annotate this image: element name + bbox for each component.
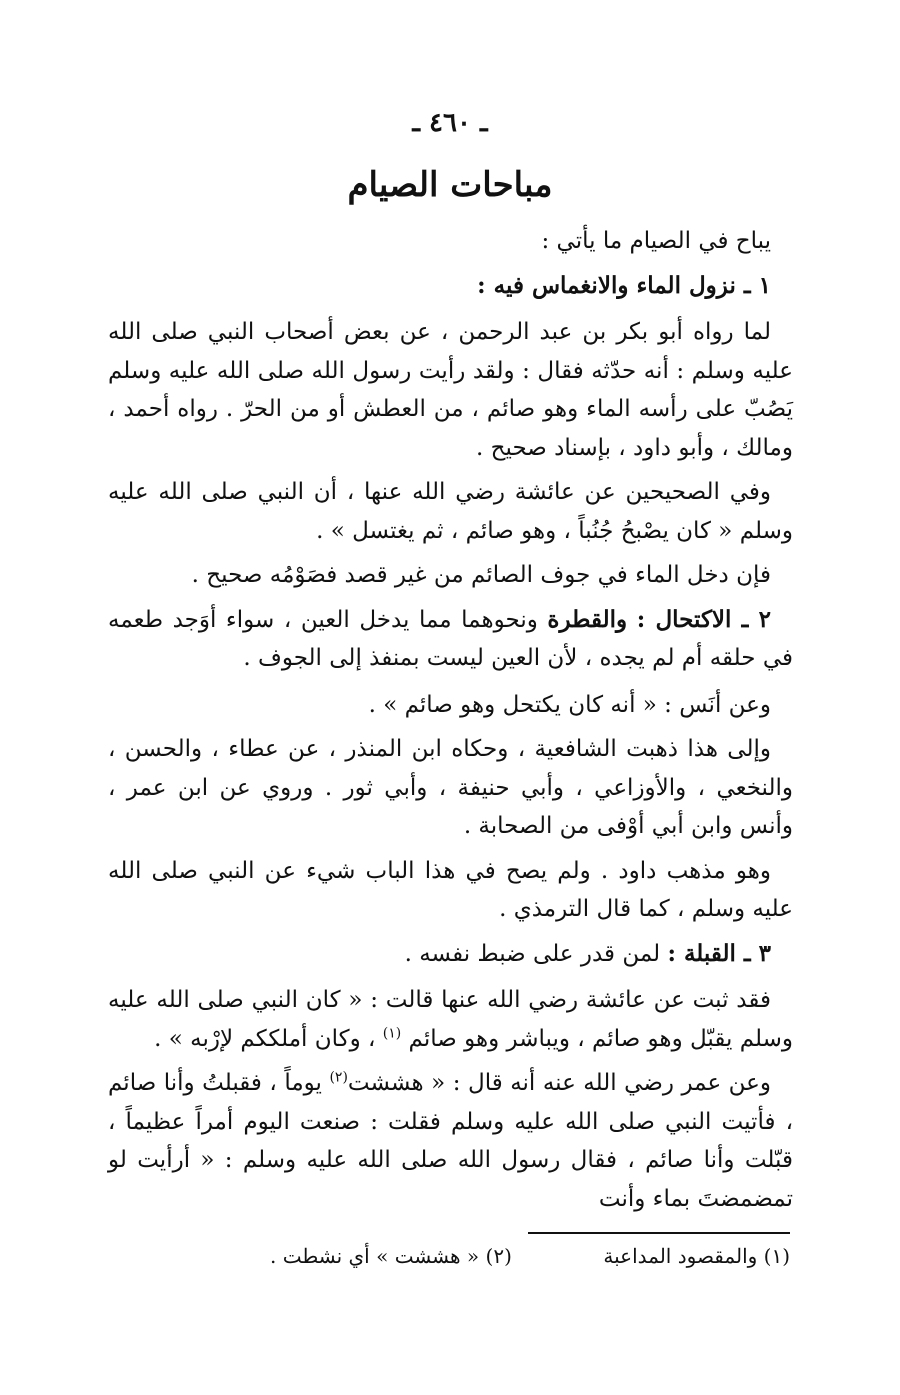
- section-2-heading-term: والقطرة: [547, 605, 628, 633]
- paragraph-text: يوماً ، فقبلتُ وأنا صائم ، فأتيت النبي صلى الله عليه وسلم فقلت : صنعت اليوم أمراً عظيماً ، قبّلت وأنا صائم ، فقال رسول الله صلى الله عليه وسلم : « أرأيت لو تمضمضتَ بماء وأنت: [108, 1070, 793, 1212]
- section-2-heading: [108, 601, 793, 678]
- page-title: مباحات الصيام: [347, 165, 553, 205]
- footnote-1: (١) والمقصود المداعبة: [603, 1244, 790, 1268]
- section-2-heading-text: ونحوهما مما يدخل العين ، سواء أوَجد طعمه في حلقه أم لم يجده ، لأن العين ليست بمنفذ إلى الجوف .: [108, 606, 793, 671]
- footnote-2: (٢) « هششت » أي نشطت .: [270, 1244, 512, 1268]
- section-1-paragraph: فإن دخل الماء في جوف الصائم من غير قصد فصَوْمُه صحيح .: [191, 562, 771, 588]
- section-1-heading: ١ ـ نزول الماء والانغماس فيه :: [477, 271, 771, 299]
- section-3-paragraph: [108, 981, 793, 1058]
- paragraph-text: وعن عمر رضي الله عنه أنه قال : « هششت: [347, 1070, 772, 1096]
- page-number: ـ ٤٦٠ ـ: [412, 108, 488, 138]
- section-1-paragraph: وفي الصحيحين عن عائشة رضي الله عنها ، أن النبي صلى الله عليه وسلم « كان يصْبحُ جُنُباً ، وهو صائم ، ثم يغتسل » .: [108, 479, 793, 544]
- paragraph-text: ، وكان أملككم لإرْبه » .: [154, 1025, 376, 1052]
- section-3-paragraph: [108, 1064, 793, 1218]
- section-1-paragraph: لما رواه أبو بكر بن عبد الرحمن ، عن بعض أصحاب النبي صلى الله عليه وسلم : أنه حدّثه فقال : ولقد رأيت رسول الله صلى الله عليه وسلم يَصُبّ على رأسه الماء وهو صائم ، من العطش أو من الحرّ . رواه أحمد ، ومالك ، وأبو داود ، بإسناد صحيح .: [108, 319, 793, 461]
- section-2-paragraph: وإلى هذا ذهبت الشافعية ، وحكاه ابن المنذر ، عن عطاء ، والحسن ، والنخعي ، والأوزاعي ، وأبي حنيفة ، وأبي ثور . وروي عن ابن عمر ، وأنس وابن أبي أوْفى من الصحابة .: [108, 736, 794, 839]
- section-3-heading: [108, 935, 793, 974]
- section-2-paragraph: وعن أنَس : « أنه كان يكتحل وهو صائم » .: [368, 691, 771, 718]
- body-text: [108, 222, 793, 1224]
- section-2-paragraph: وهو مذهب داود . ولم يصح في هذا الباب شيء عن النبي صلى الله عليه وسلم ، كما قال الترمذي .: [108, 857, 793, 922]
- section-3-heading-text: لمن قدر على ضبط نفسه .: [404, 940, 661, 967]
- footnotes: [270, 1244, 790, 1268]
- section-2-heading-term: ٢ ـ الاكتحال :: [636, 605, 772, 633]
- footnote-divider: [528, 1232, 790, 1234]
- paragraph-text: فقد ثبت عن عائشة رضي الله عنها قالت : « كان النبي صلى الله عليه وسلم يقبّل وهو صائم ، ويباشر وهو صائم: [108, 987, 793, 1052]
- footnote-ref: (١): [382, 1024, 402, 1041]
- footnote-ref: (٢): [329, 1069, 348, 1086]
- intro-line: يباح في الصيام ما يأتي :: [541, 228, 771, 254]
- section-3-heading-term: ٣ ـ القبلة :: [667, 939, 771, 967]
